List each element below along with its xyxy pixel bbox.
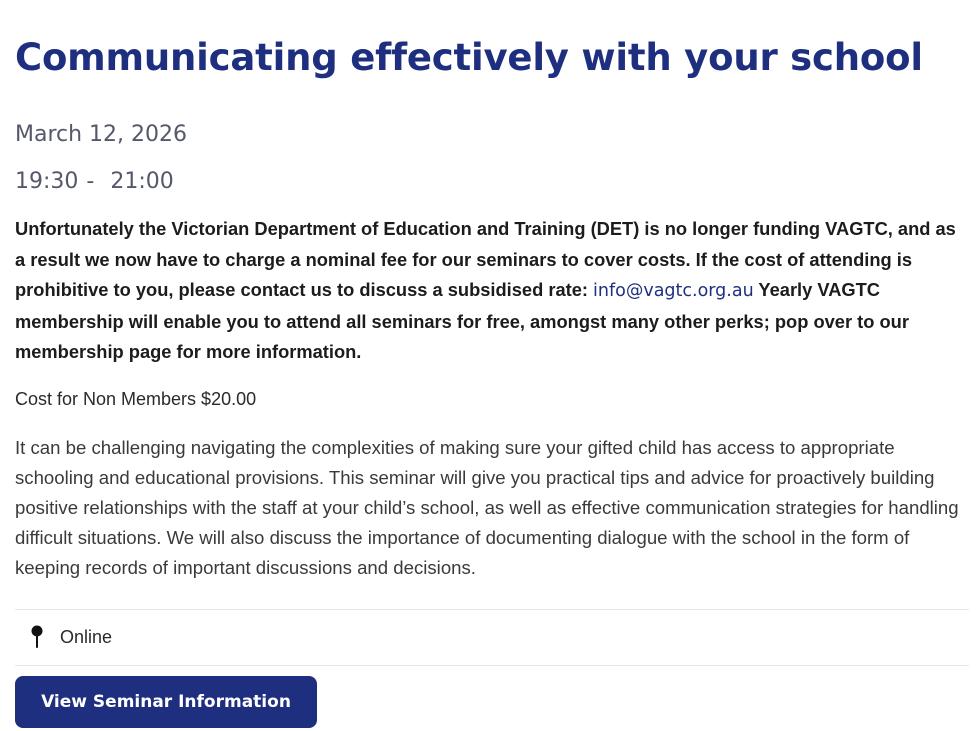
page-title: Communicating effectively with your school [15, 36, 923, 79]
event-time [15, 167, 174, 197]
notice-text-after: Yearly VAGTC membership will enable you to attend all seminars for free, amongst many other perks; pop over to our membership page for more information. [15, 279, 909, 362]
location-label: Online [60, 626, 113, 647]
divider [15, 609, 969, 610]
event-location [29, 622, 112, 652]
view-seminar-information-button[interactable]: View Seminar Information [15, 676, 317, 728]
cost-text: Cost for Non Members $20.00 [15, 389, 257, 409]
map-pin-icon [29, 624, 45, 650]
notice-text-before: Unfortunately the Victorian Department of Education and Training (DET) is no longer funding VAGTC, and as a result we now have to charge a nominal fee for our seminars to cover costs. If the cost of attending is prohibitive to you, please contact us to discuss a subsidised rate: [15, 218, 956, 300]
funding-notice [15, 214, 965, 368]
divider [15, 665, 969, 666]
event-date: March 12, 2026 [15, 122, 188, 147]
seminar-description: It can be challenging navigating the complexities of making sure your gifted child has access to appropriate schooling and educational provisions. This seminar will give you practical tips and advice for proactively building positive relationships with the staff at your child’s school, as well as effective communication strategies for handling difficult situations. We will also discuss the importance of documenting dialogue with the school in the form of keeping records of important discussions and decisions. [15, 437, 959, 578]
event-start-time: 19:30 [15, 169, 79, 194]
email-link[interactable]: info@vagtc.org.au [593, 281, 754, 301]
time-separator: - [86, 169, 95, 194]
event-end-time: 21:00 [110, 169, 174, 194]
